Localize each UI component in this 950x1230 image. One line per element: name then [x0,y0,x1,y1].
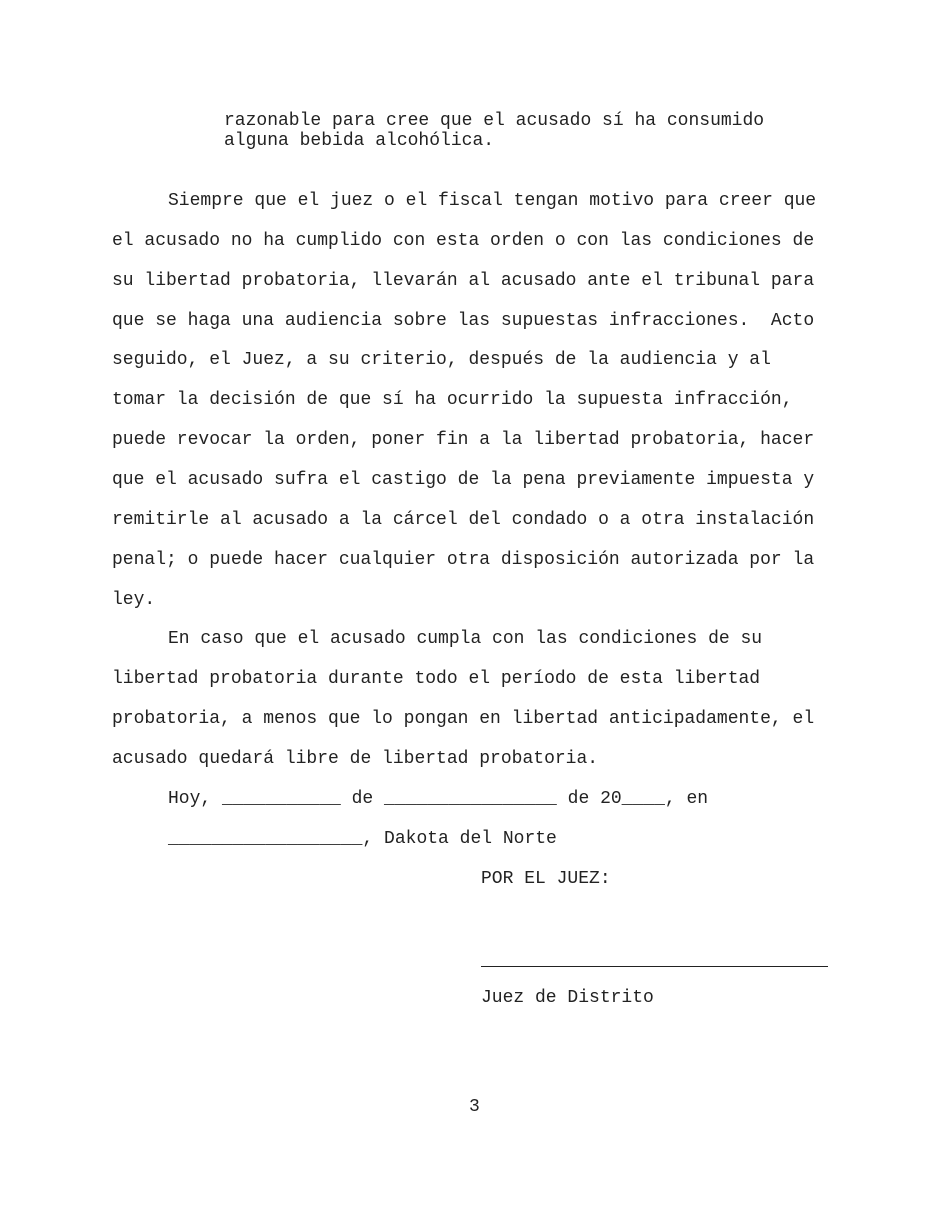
paragraph-1-line: puede revocar la orden, poner fin a la libertad probatoria, hacer [112,430,815,450]
paragraph-1-line: que el acusado sufra el castigo de la pena previamente impuesta y [112,470,815,490]
paragraph-1-line: su libertad probatoria, llevarán al acusado ante el tribunal para [112,271,815,291]
page-number: 3 [469,1097,480,1117]
paragraph-2-line: probatoria, a menos que lo pongan en libertad anticipadamente, el [112,709,815,729]
paragraph-1-line: seguido, el Juez, a su criterio, después de la audiencia y al [112,350,771,370]
paragraph-1-line: remitirle al acusado a la cárcel del condado o a otra instalación [112,510,815,530]
judge-title: Juez de Distrito [481,988,654,1008]
paragraph-1-line: el acusado no ha cumplido con esta orden o con las condiciones de [112,231,815,251]
date-line: Hoy, ___________ de ________________ de 20____, en [168,789,709,809]
paragraph-1-line: Siempre que el juez o el fiscal tengan motivo para creer que [168,191,817,211]
paragraph-2-line: libertad probatoria durante todo el período de esta libertad [112,669,761,689]
paragraph-1-line: ley. [112,590,156,610]
signature-line [481,966,828,967]
continuation-line: alguna bebida alcohólica. [224,131,495,151]
by-judge-label: POR EL JUEZ: [481,869,611,889]
paragraph-2-line: acusado quedará libre de libertad probatoria. [112,749,599,769]
paragraph-2-line: En caso que el acusado cumpla con las condiciones de su [168,629,763,649]
paragraph-1-line: tomar la decisión de que sí ha ocurrido la supuesta infracción, [112,390,793,410]
place-line: __________________, Dakota del Norte [168,829,557,849]
paragraph-1-line: que se haga una audiencia sobre las supuestas infracciones. Acto [112,311,815,331]
paragraph-1-line: penal; o puede hacer cualquier otra disposición autorizada por la [112,550,815,570]
continuation-line: razonable para cree que el acusado sí ha consumido [224,111,765,131]
